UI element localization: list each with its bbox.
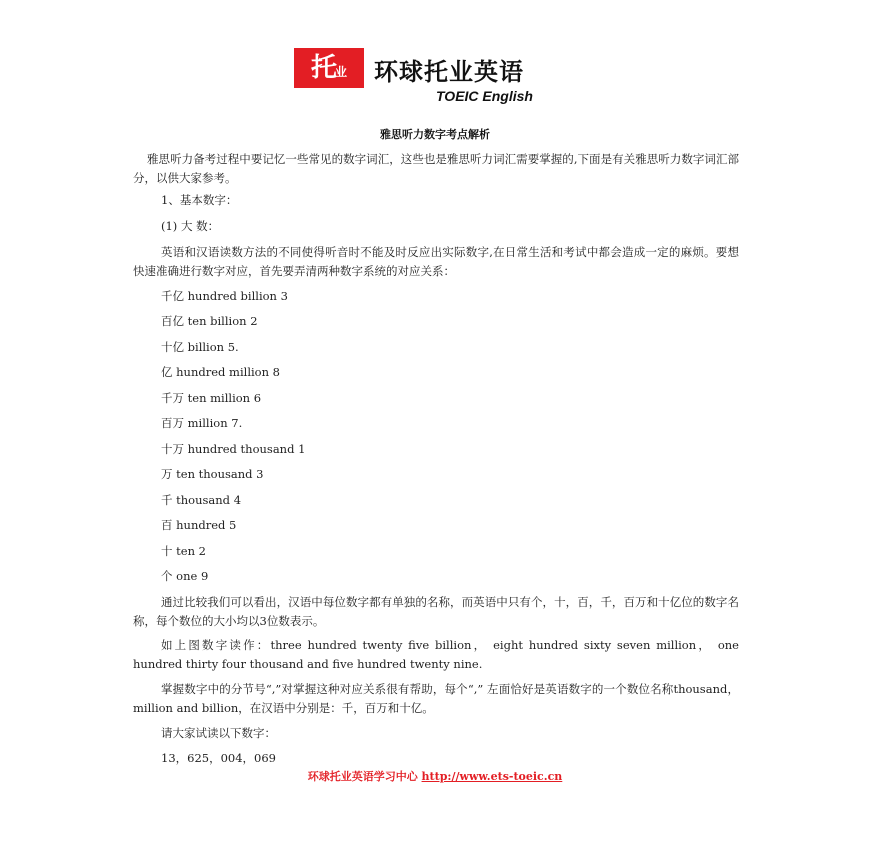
logo-name-en: TOEIC English: [436, 88, 533, 104]
comparison-paragraph: 通过比较我们可以看出，汉语中每位数字都有单独的名称，而英语中只有个，十，百，千，百万和十亿位的数字名称，每个数位的大小均以3位数表示。: [133, 595, 739, 628]
number-row: 千万 ten million 6: [161, 391, 262, 405]
explanation-paragraph: 英语和汉语读数方法的不同使得听音时不能及时反应出实际数字,在日常生活和考试中都会造成一定的麻烦。要想快速准确进行数字对应，首先要弄清两种数字系统的对应关系：: [133, 245, 739, 278]
number-row: 个 one 9: [161, 569, 209, 583]
document-title: 雅思听力数字考点解析: [380, 128, 490, 141]
number-row: 百 hundred 5: [161, 518, 237, 532]
number-row: 千亿 hundred billion 3: [161, 289, 288, 303]
separator-paragraph: 掌握数字中的分节号“,”对掌握这种对应关系很有帮助，每个“,” 左面恰好是英语数字的一个数位名称thousand， million and billion，在汉语中分别是：千，百万和十亿。: [133, 682, 739, 715]
number-row: 十 ten 2: [161, 544, 206, 558]
logo-mark: 托业: [294, 48, 364, 88]
footer-link[interactable]: http://www.ets-toeic.cn: [421, 770, 563, 783]
number-row: 千 thousand 4: [161, 493, 242, 507]
section-heading: 1、基本数字：: [161, 193, 238, 207]
number-row: 百亿 ten billion 2: [161, 314, 258, 328]
practice-prompt: 请大家试读以下数字：: [161, 726, 276, 740]
number-row: 十万 hundred thousand 1: [161, 442, 306, 456]
footer: [0, 768, 870, 784]
number-row: 十亿 billion 5.: [161, 340, 239, 354]
footer-text: 环球托业英语学习中心: [307, 770, 422, 783]
number-row: 万 ten thousand 3: [161, 467, 264, 481]
example-number: 13，625，004，069: [161, 751, 276, 765]
intro-paragraph: 雅思听力备考过程中要记忆一些常见的数字词汇，这些也是雅思听力词汇需要掌握的,下面是有关雅思听力数字词汇部分，以供大家参考。: [133, 152, 739, 185]
reading-example-paragraph: 如上图数字读作：three hundred twenty five billion， eight hundred sixty seven million， one hundred thirty four thousand and five hundred twenty nine.: [133, 638, 739, 671]
subsection-heading: (1) 大 数：: [161, 219, 220, 233]
number-row: 百万 million 7.: [161, 416, 243, 430]
number-row: 亿 hundred million 8: [161, 365, 280, 379]
logo-name-cn: 环球托业英语: [374, 58, 524, 86]
logo: [294, 48, 574, 110]
